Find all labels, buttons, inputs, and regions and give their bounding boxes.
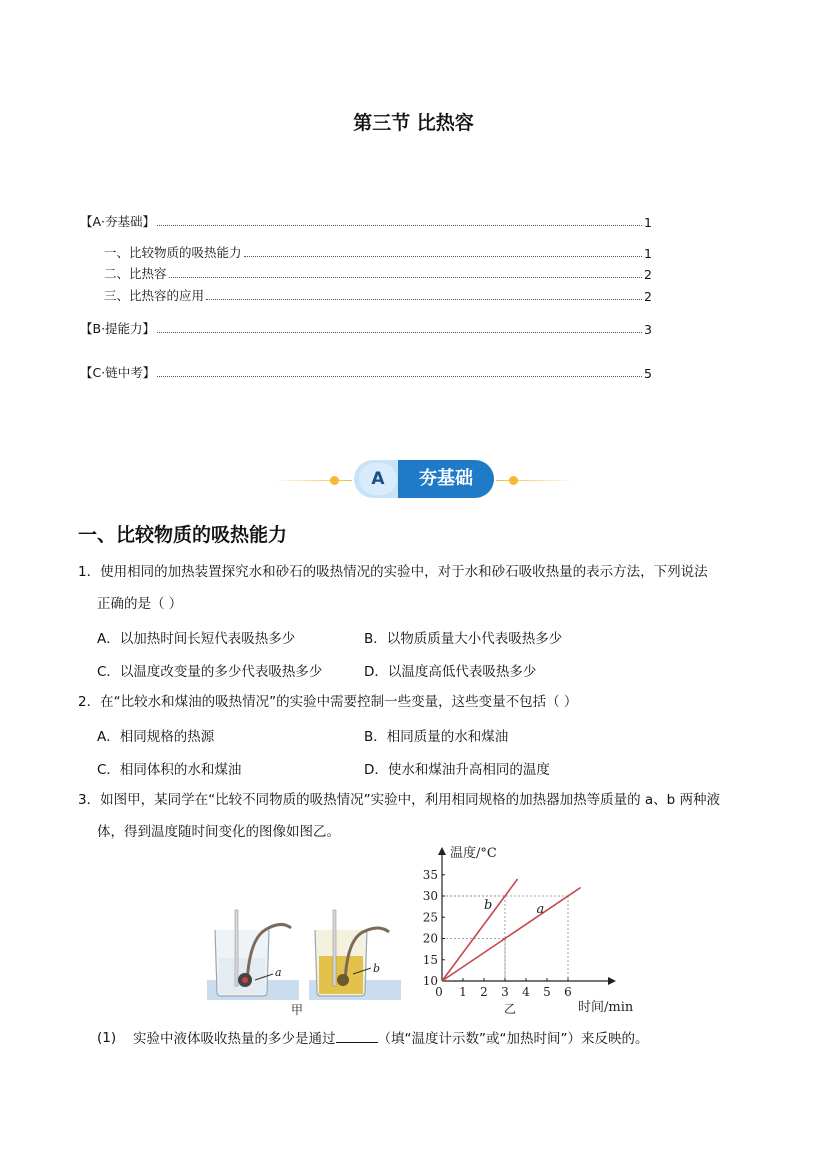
question-stem: 1．使用相同的加热装置探究水和砂石的吸热情况的实验中，对于水和砂石吸收热量的表示方法，下列说法	[78, 564, 708, 580]
x-tick-label: 2	[480, 985, 488, 999]
toc-label: 一、比较物质的吸热能力	[104, 245, 242, 260]
x-tick-label: 0	[435, 985, 443, 999]
thermometer-b	[333, 910, 336, 986]
y-tick-label: 15	[422, 952, 438, 967]
toc-label: 【B·提能力】	[80, 321, 156, 336]
toc-item[interactable]	[80, 212, 652, 230]
y-tick-label: 20	[422, 931, 438, 946]
toc-item[interactable]	[104, 286, 652, 304]
y-tick-label: 10	[422, 974, 438, 988]
option-b[interactable]: B．以物质质量大小代表吸热多少	[364, 631, 563, 647]
figure-caption-left: 甲	[290, 1003, 304, 1017]
x-tick-label: 5	[543, 985, 551, 999]
y-tick-label: 30	[422, 889, 438, 903]
series-label-b: b	[484, 897, 493, 913]
toc-page: 5	[644, 366, 652, 381]
option-a[interactable]: A．相同规格的热源	[97, 729, 215, 745]
page-title: 第三节 比热容	[353, 112, 474, 134]
beaker-figure	[205, 900, 405, 1018]
figure-caption-right: 乙	[503, 1002, 517, 1016]
banner-title: 夯基础	[398, 460, 494, 498]
x-tick-label: 1	[459, 985, 467, 999]
toc-item[interactable]	[104, 243, 652, 261]
question-stem: 3．如图甲，某同学在“比较不同物质的吸热情况”实验中，利用相同规格的加热器加热等质量的 a、b 两种液	[78, 792, 721, 808]
question-stem: 2．在“比较水和煤油的吸热情况”的实验中需要控制一些变量，这些变量不包括（ ）	[78, 694, 578, 710]
beaker-label-b: b	[373, 962, 381, 975]
sub-question-text: 实验中液体吸收热量的多少是通过	[133, 1031, 336, 1047]
series-line-b	[442, 879, 518, 981]
banner-right-line	[496, 480, 576, 481]
question-stem-cont: 正确的是（ ）	[97, 596, 183, 612]
option-d[interactable]: D．使水和煤油升高相同的温度	[364, 762, 550, 778]
toc-page: 2	[644, 267, 652, 282]
section-heading: 一、比较物质的吸热能力	[78, 524, 288, 546]
temperature-chart	[410, 845, 650, 1020]
x-axis-arrow	[608, 977, 616, 985]
toc-page: 1	[644, 246, 652, 261]
option-a[interactable]: A．以加热时间长短代表吸热多少	[97, 631, 296, 647]
x-axis-label: 时间/min	[578, 1000, 634, 1015]
question-stem-cont: 体，得到温度随时间变化的图像如图乙。	[97, 824, 340, 840]
y-tick-label: 25	[422, 910, 438, 925]
toc-page: 1	[644, 215, 652, 230]
toc-page: 3	[644, 322, 652, 337]
thermometer-a	[235, 910, 238, 986]
toc-item[interactable]	[80, 319, 652, 337]
option-d[interactable]: D．以温度高低代表吸热多少	[364, 664, 537, 680]
y-axis-arrow	[438, 847, 446, 855]
toc-item[interactable]	[104, 264, 652, 282]
x-tick-label: 6	[564, 985, 572, 999]
series-label-a: a	[536, 902, 545, 917]
heater-b	[337, 974, 349, 986]
series-line-a	[442, 888, 581, 982]
banner-right-dot	[509, 476, 518, 485]
answer-blank[interactable]	[336, 1028, 378, 1043]
toc-label: 【C·链中考】	[80, 365, 156, 380]
option-c[interactable]: C．以温度改变量的多少代表吸热多少	[97, 664, 323, 680]
option-b[interactable]: B．相同质量的水和煤油	[364, 729, 509, 745]
y-tick-label: 35	[422, 867, 438, 882]
banner-left-line	[272, 480, 352, 481]
toc-item[interactable]	[80, 363, 652, 381]
option-c[interactable]: C．相同体积的水和煤油	[97, 762, 242, 778]
sub-question-number: (1)	[97, 1030, 117, 1046]
toc-label: 三、比热容的应用	[104, 288, 205, 303]
sub-question-text-cont: （填“温度计示数”或“加热时间”）来反映的。	[377, 1031, 649, 1047]
y-axis-label: 温度/°C	[450, 846, 497, 861]
x-tick-label: 4	[522, 985, 530, 999]
x-tick-label: 3	[501, 985, 509, 999]
chart-series	[442, 879, 581, 981]
toc-label: 二、比热容	[104, 266, 167, 281]
beaker-label-a: a	[275, 966, 282, 979]
banner-letter: A	[359, 463, 397, 495]
banner-left-dot	[330, 476, 339, 485]
toc-page: 2	[644, 289, 652, 304]
toc-label: 【A·夯基础】	[80, 214, 156, 229]
